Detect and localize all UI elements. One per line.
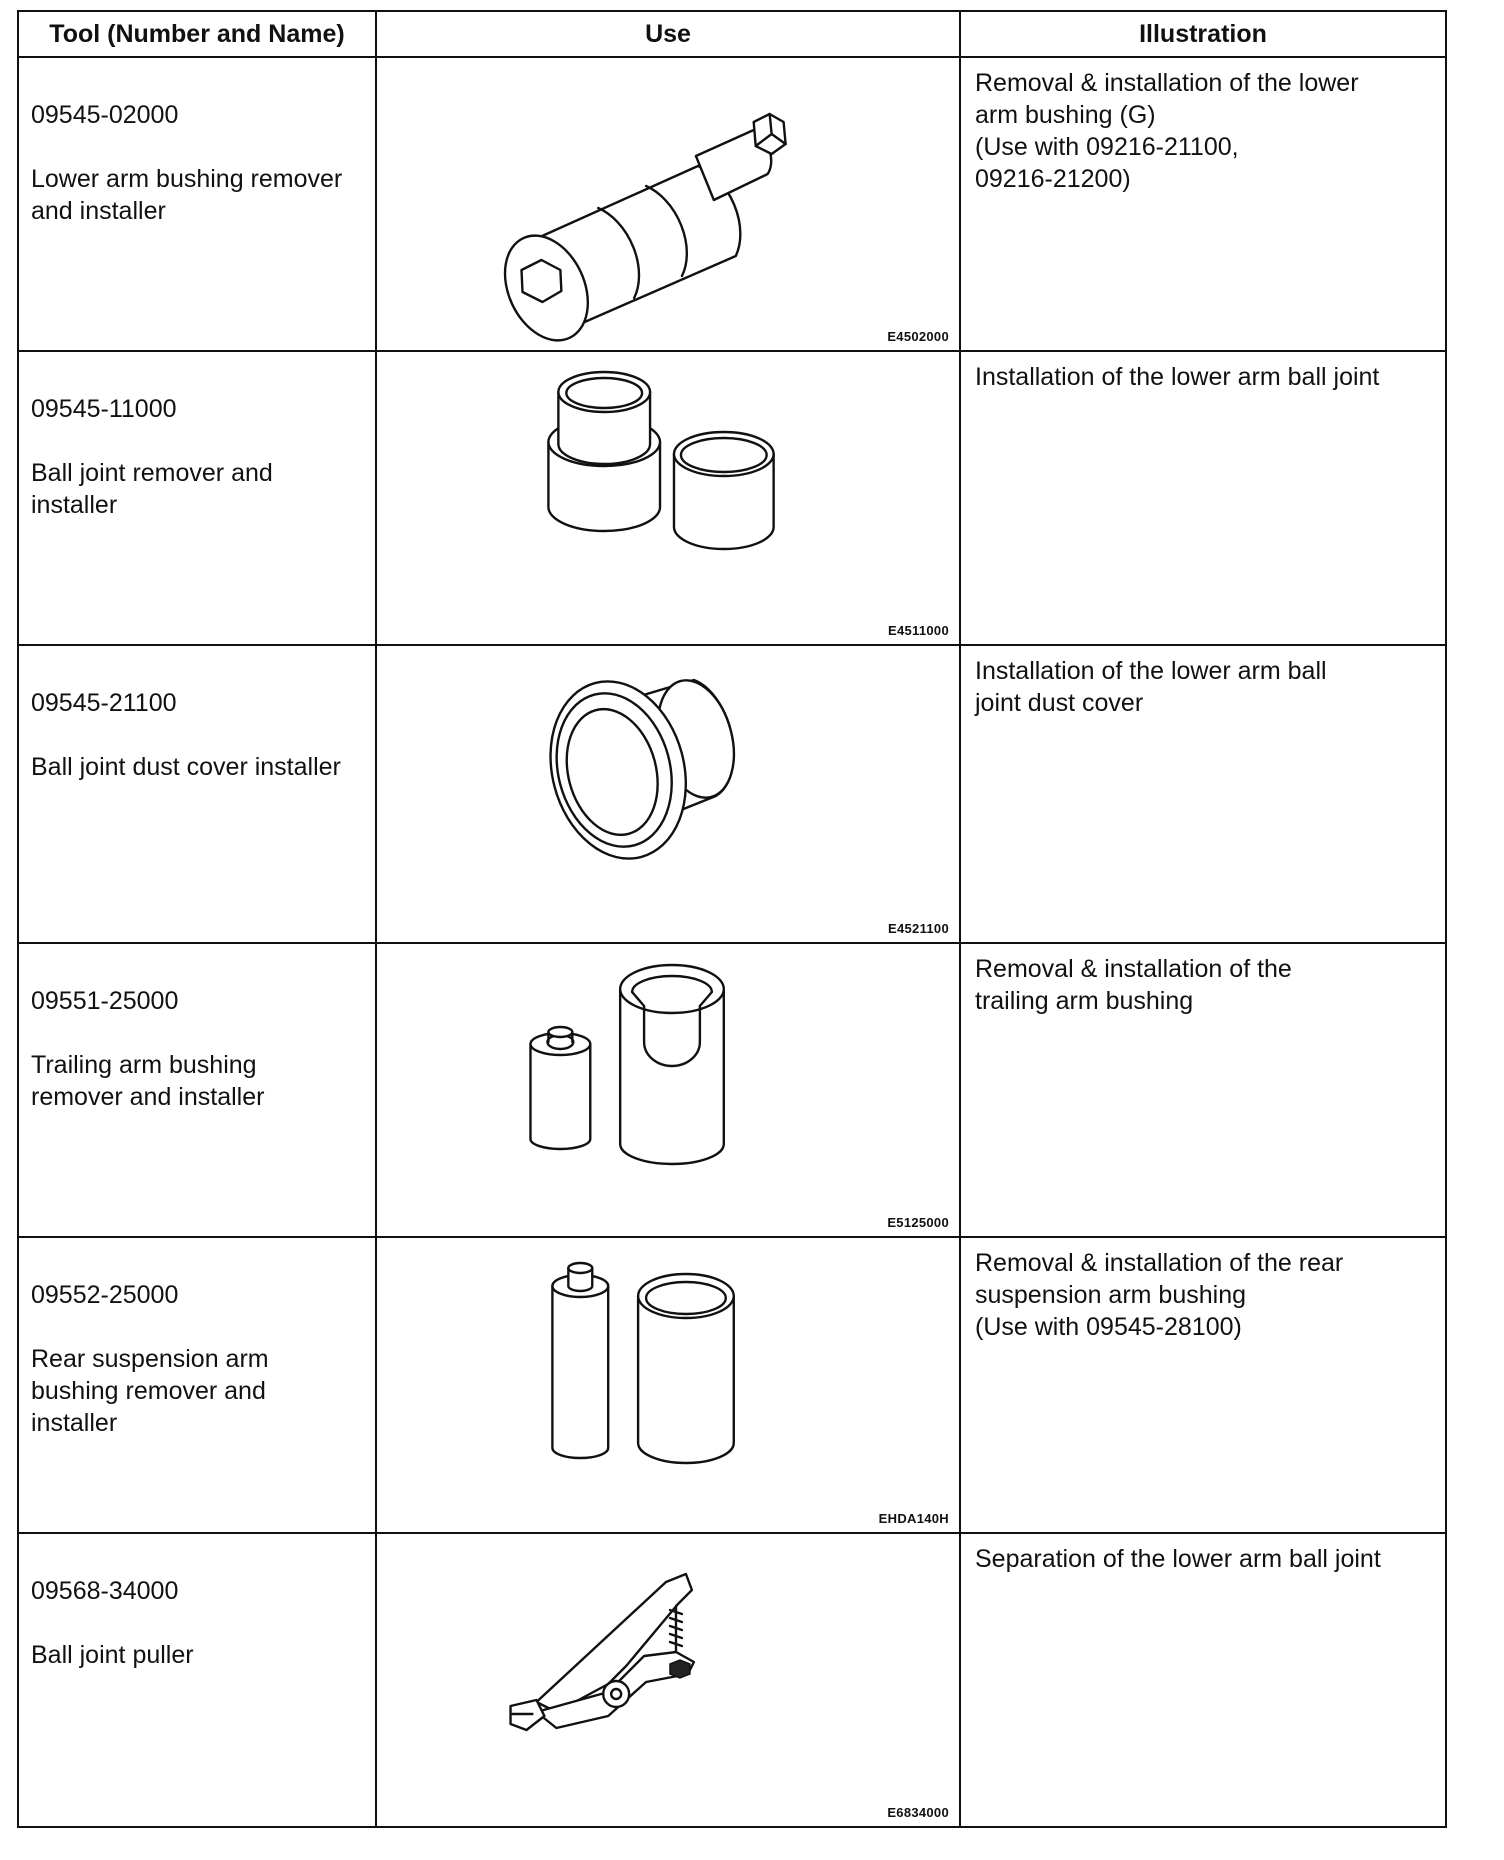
tool-cell <box>18 351 376 645</box>
trailing-arm-bushing-tool-drawing <box>377 944 959 1236</box>
illustration-cell <box>960 645 1446 943</box>
illustration-text: Removal & installation of the rear suspension arm bushing (Use with 09545-28100) <box>975 1249 1344 1341</box>
tool-name: Ball joint dust cover installer <box>31 753 341 781</box>
figure-code: EHDA140H <box>878 1511 949 1526</box>
illustration-cell <box>960 351 1446 645</box>
tool-name: Ball joint remover and installer <box>31 459 273 519</box>
tool-number: 09568-34000 <box>31 1577 179 1605</box>
tool-number: 09545-21100 <box>31 689 177 717</box>
tool-number: 09551-25000 <box>31 987 179 1015</box>
tool-name: Trailing arm bushing remover and installer <box>31 1051 265 1111</box>
illustration-text: Separation of the lower arm ball joint <box>975 1545 1381 1573</box>
figure-cell <box>376 1533 960 1827</box>
special-tools-table <box>17 10 1447 1828</box>
ball-joint-puller-drawing <box>377 1534 959 1826</box>
tool-number: 09545-02000 <box>31 101 179 129</box>
header-tool: Tool (Number and Name) <box>18 11 376 57</box>
illustration-cell <box>960 57 1446 351</box>
rear-arm-bushing-tool-drawing <box>377 1238 959 1532</box>
figure-cell <box>376 1237 960 1533</box>
tool-number: 09552-25000 <box>31 1281 179 1309</box>
figure-code: E6834000 <box>887 1805 949 1820</box>
tool-cell <box>18 57 376 351</box>
figure-cell <box>376 943 960 1237</box>
tool-cell <box>18 645 376 943</box>
dust-cover-installer-drawing <box>377 646 959 942</box>
ball-joint-cups-drawing <box>377 352 959 644</box>
illustration-text: Removal & installation of the trailing arm bushing <box>975 955 1292 1015</box>
bushing-remover-installer-drawing <box>377 58 959 350</box>
figure-cell <box>376 57 960 351</box>
illustration-cell <box>960 1237 1446 1533</box>
figure-cell <box>376 645 960 943</box>
illustration-text: Installation of the lower arm ball joint dust cover <box>975 657 1327 717</box>
figure-code: E5125000 <box>887 1215 949 1230</box>
tool-cell <box>18 1237 376 1533</box>
tool-cell <box>18 1533 376 1827</box>
figure-code: E4521100 <box>888 921 949 936</box>
tool-name: Lower arm bushing remover and installer <box>31 165 343 225</box>
figure-code: E4502000 <box>887 329 949 344</box>
figure-cell <box>376 351 960 645</box>
table-row <box>18 943 1446 1237</box>
table-row <box>18 645 1446 943</box>
table-row <box>18 351 1446 645</box>
illustration-text: Removal & installation of the lower arm bushing (G) (Use with 09216-21100, 09216-21200) <box>975 69 1359 193</box>
table-header-row <box>18 11 1446 57</box>
figure-code: E4511000 <box>888 623 949 638</box>
table-row <box>18 1533 1446 1827</box>
tool-name: Ball joint puller <box>31 1641 194 1669</box>
illustration-text: Installation of the lower arm ball joint <box>975 363 1380 391</box>
table-row <box>18 57 1446 351</box>
tool-name: Rear suspension arm bushing remover and installer <box>31 1345 269 1437</box>
tool-number: 09545-11000 <box>31 395 177 423</box>
illustration-cell <box>960 1533 1446 1827</box>
header-illustration: Illustration <box>960 11 1446 57</box>
illustration-cell <box>960 943 1446 1237</box>
table-row <box>18 1237 1446 1533</box>
header-use: Use <box>376 11 960 57</box>
tool-cell <box>18 943 376 1237</box>
